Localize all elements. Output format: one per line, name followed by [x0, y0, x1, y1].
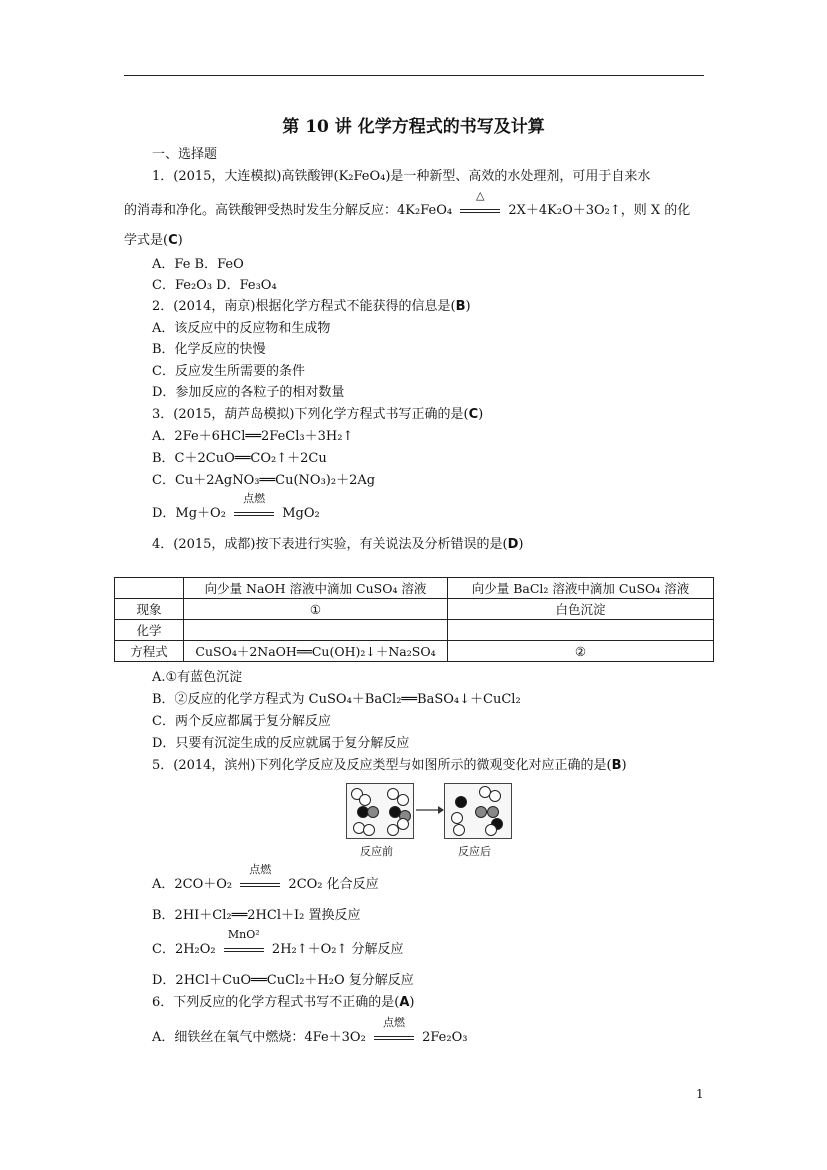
q5-close: )	[621, 758, 627, 773]
q6-a-right: 2Fe₂O₃	[422, 1030, 468, 1045]
q1-close: )	[177, 233, 183, 248]
q2-close: )	[465, 299, 471, 314]
header-rule	[124, 75, 704, 76]
arrow-icon	[414, 803, 444, 817]
molecule-atom	[475, 806, 487, 818]
q5-option-c	[152, 927, 404, 959]
q5-c-right: 2H₂↑＋O₂↑ 分解反应	[271, 942, 404, 957]
section-heading: 一、选择题	[152, 147, 218, 162]
q6-a-left: A．细铁丝在氧气中燃烧：4Fe＋3O₂	[152, 1030, 366, 1045]
page-number: 1	[696, 1087, 704, 1101]
q3-option-c: C．Cu＋2AgNO₃══Cu(NO₃)₂＋2Ag	[152, 473, 376, 488]
q5-option-d: D．2HCl＋CuO══CuCl₂＋H₂O 复分解反应	[152, 973, 414, 988]
molecule-atom	[455, 796, 467, 808]
table-cell: 白色沉淀	[448, 599, 714, 620]
q3-d-right: MgO₂	[282, 506, 320, 521]
table-row	[115, 578, 714, 599]
q4-stem-text: 4．(2015，成都)按下表进行实验，有关说法及分析错误的是(	[152, 537, 508, 552]
table-cell: ①	[184, 599, 448, 620]
q5-c-equation-sign	[224, 927, 264, 957]
q1-options-cd: C．Fe₂O₃ D．Fe₃O₄	[152, 278, 277, 293]
table-cell	[184, 620, 448, 641]
q1-stem-line2	[124, 188, 691, 220]
q4-option-b: B．②反应的化学方程式为 CuSO₄＋BaCl₂══BaSO₄↓＋CuCl₂	[152, 692, 521, 707]
molecule-atom	[363, 824, 375, 836]
table-cell	[448, 620, 714, 641]
molecule-atom	[485, 824, 497, 836]
q3-d-left: D．Mg＋O₂	[152, 506, 226, 521]
table-row-label: 方程式	[115, 641, 184, 662]
before-label: 反应前	[360, 845, 393, 858]
experiment-table	[114, 577, 714, 662]
q6-close: )	[409, 995, 415, 1010]
q5-c-condition: MnO²	[227, 927, 260, 941]
q5-option-a	[152, 862, 379, 894]
table-row	[115, 599, 714, 620]
table-row	[115, 641, 714, 662]
q1-stem-part: 的消毒和净化。高铁酸钾受热时发生分解反应：4K₂FeO₄	[124, 203, 453, 218]
q1-options-ab: A．Fe B．FeO	[152, 257, 244, 272]
q5-option-b: B．2HI＋Cl₂══2HCl＋I₂ 置换反应	[152, 908, 361, 923]
q4-answer: D	[507, 537, 519, 552]
molecule-atom	[451, 812, 463, 824]
q2-stem	[152, 298, 471, 316]
q1-equation-sign	[460, 188, 500, 218]
q3-stem-text: 3．(2015，葫芦岛模拟)下列化学方程式书写正确的是(	[152, 407, 469, 422]
table-cell: ②	[448, 641, 714, 662]
after-label: 反应后	[458, 845, 491, 858]
page-title: 第 10 讲 化学方程式的书写及计算	[282, 117, 545, 137]
q3-option-d	[152, 491, 320, 523]
q1-stem-line3	[124, 232, 183, 250]
q5-c-left: C．2H₂O₂	[152, 942, 216, 957]
molecule-atom	[367, 806, 379, 818]
q4-option-d: D．只要有沉淀生成的反应就属于复分解反应	[152, 736, 410, 751]
q3-option-b: B．C＋2CuO══CO₂↑＋2Cu	[152, 451, 327, 466]
q5-stem	[152, 757, 627, 775]
q5-a-left: A．2CO＋O₂	[152, 877, 233, 892]
molecule-atom	[487, 806, 499, 818]
q2-option-c: C．反应发生所需要的条件	[152, 364, 305, 379]
q5-a-right: 2CO₂ 化合反应	[288, 877, 379, 892]
q1-stem-end: 学式是(	[124, 233, 169, 248]
table-row-label: 化学	[115, 620, 184, 641]
q5-a-condition: 点燃	[249, 862, 272, 876]
q6-stem	[152, 994, 414, 1012]
q3-stem	[152, 406, 483, 424]
molecule-atom	[397, 794, 409, 806]
before-box	[346, 783, 414, 839]
q6-answer: A	[399, 995, 410, 1010]
q6-a-equation-sign	[374, 1015, 414, 1045]
table-header-2: 向少量 BaCl₂ 溶液中滴加 CuSO₄ 溶液	[448, 578, 714, 599]
q6-a-condition: 点燃	[382, 1015, 405, 1029]
q5-stem-text: 5．(2014，滨州)下列化学反应及反应类型与如图所示的微观变化对应正确的是(	[152, 758, 612, 773]
q1-stem-part2: 2X＋4K₂O＋3O₂↑，则 X 的化	[508, 203, 691, 218]
reaction-diagram	[346, 783, 516, 858]
molecule-atom	[397, 818, 409, 830]
q2-stem-text: 2．(2014，南京)根据化学方程式不能获得的信息是(	[152, 299, 456, 314]
table-row-label: 现象	[115, 599, 184, 620]
q3-d-condition: 点燃	[243, 491, 266, 505]
q2-option-a: A．该反应中的反应物和生成物	[152, 321, 331, 336]
q4-close: )	[518, 537, 524, 552]
q1-stem-line1: 1．(2015，大连模拟)高铁酸钾(K₂FeO₄)是一种新型、高效的水处理剂，可用于自来水	[152, 169, 651, 184]
q4-option-c: C．两个反应都属于复分解反应	[152, 714, 331, 729]
after-box	[444, 783, 512, 839]
molecule-atom	[489, 790, 501, 802]
table-cell: CuSO₄＋2NaOH══Cu(OH)₂↓＋Na₂SO₄	[184, 641, 448, 662]
table-row	[115, 620, 714, 641]
q4-stem	[152, 536, 523, 554]
q3-option-a: A．2Fe＋6HCl══2FeCl₃＋3H₂↑	[152, 429, 354, 444]
table-header-1: 向少量 NaOH 溶液中滴加 CuSO₄ 溶液	[184, 578, 448, 599]
q3-answer: C	[468, 407, 479, 422]
q3-close: )	[478, 407, 484, 422]
q5-answer: B	[611, 758, 622, 773]
table-cell-empty	[115, 578, 184, 599]
q5-a-equation-sign	[240, 862, 280, 892]
q4-option-a: A.①有蓝色沉淀	[152, 670, 243, 685]
q6-option-a	[152, 1015, 468, 1047]
molecule-atom	[359, 794, 371, 806]
molecule-atom	[453, 824, 465, 836]
q2-option-b: B．化学反应的快慢	[152, 342, 266, 357]
q2-answer: B	[455, 299, 466, 314]
q2-option-d: D．参加反应的各粒子的相对数量	[152, 385, 345, 400]
q6-stem-text: 6．下列反应的化学方程式书写不正确的是(	[152, 995, 400, 1010]
q3-d-equation-sign	[234, 491, 274, 521]
q1-condition: △	[475, 188, 485, 202]
q1-answer: C	[168, 233, 178, 248]
